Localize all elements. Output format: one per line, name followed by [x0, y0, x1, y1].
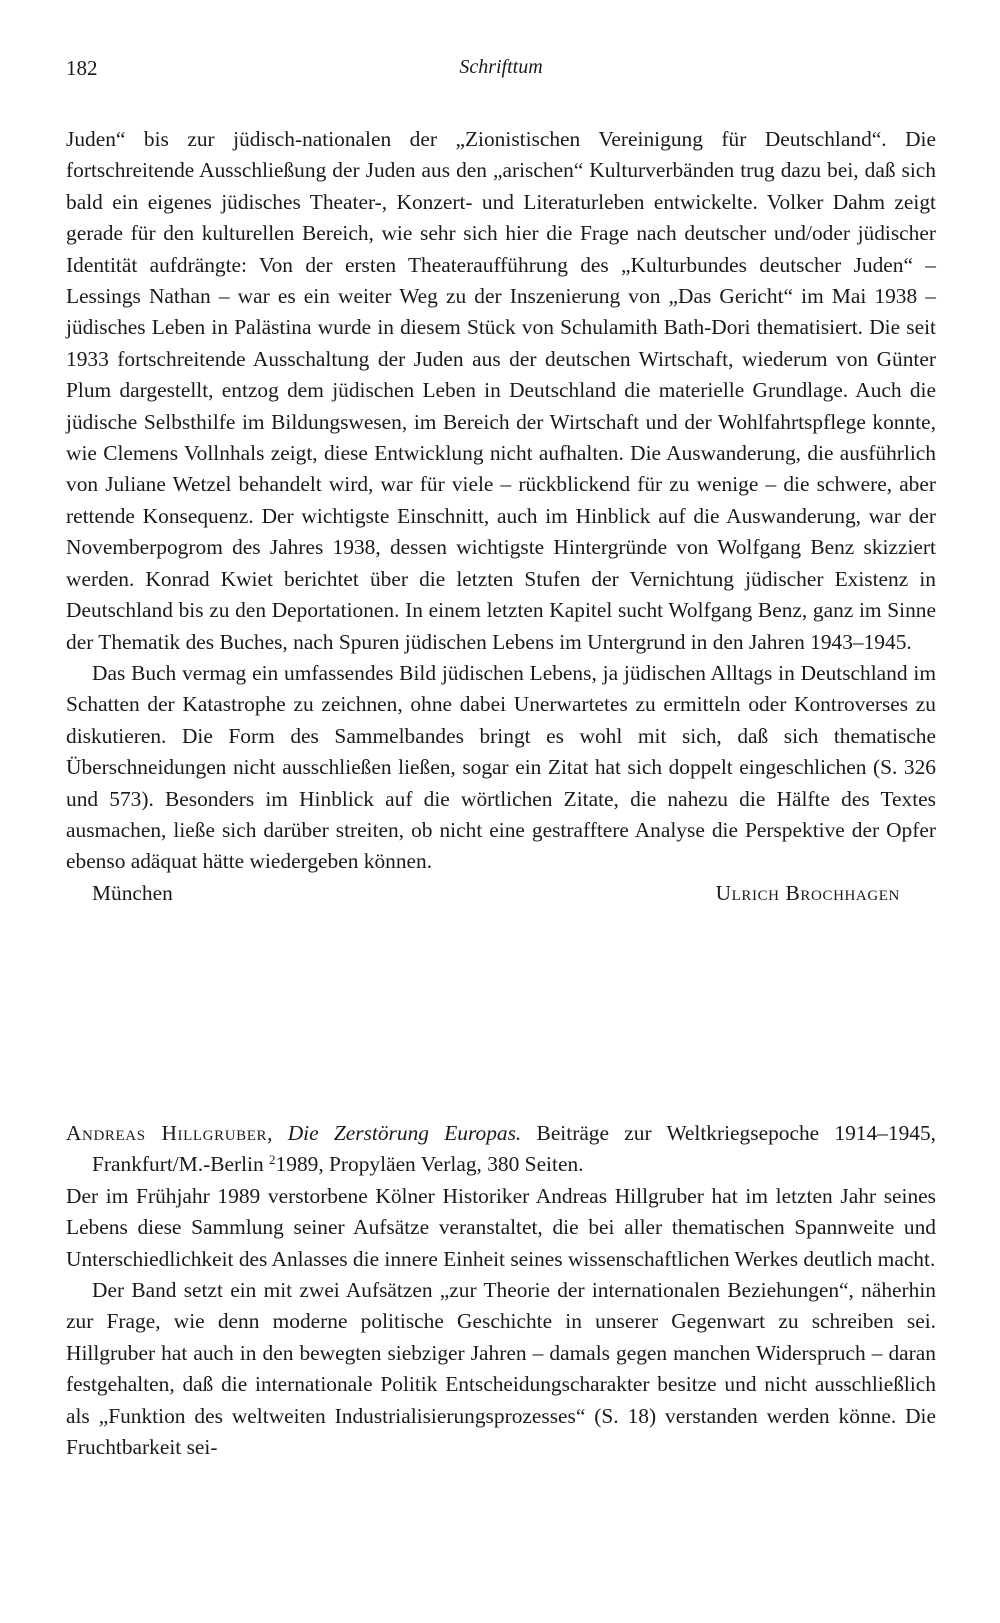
citation-publisher: 1989, Propyläen Verlag, 380 Seiten. [275, 1152, 584, 1177]
signature-author: Ulrich Brochhagen [715, 880, 900, 905]
review-paragraph: Der Band setzt ein mit zwei Aufsätzen „zur Theorie der internationalen Beziehungen“, näherhin zur Frage, wie denn moderne politische Geschichte in unserer Gegenwart zu schreiben sei. Hillgruber hat auch in den bewegten siebziger Jahren – damals gegen manchen Widerspruch – daran festgehalten, daß die internationale Politik Entscheidungscharakter besitze und nicht ausschließlich als „Funktion des weltweiten Industrialisierungsprozesses“ (S. 18) verstanden werden könne. Die Fruchtbarkeit sei- [66, 1278, 936, 1460]
citation-details: Beiträge zur Weltkriegsepoche 1914–1945, Frankfurt/M.-Berlin [92, 1121, 937, 1177]
review-signature [66, 878, 936, 909]
review-hillgruber [66, 1118, 936, 1463]
review-paragraph: Juden“ bis zur jüdisch-nationalen der „Zionistischen Vereinigung für Deutschland“. Die fortschreitende Ausschließung der Juden aus den „arischen“ Kulturverbänden trug dazu bei, daß sich bald ein eigenes jüdisches Theater-, Konzert- und Literaturleben entwickelte. Volker Dahm zeigt gerade für den kulturellen Bereich, wie sehr sich hier die Frage nach deutscher und/oder jüdischer Identität aufdrängte: Von der ersten Theateraufführung des „Kulturbundes deutscher Juden“ – Lessings Nathan – war es ein weiter Weg zu der Inszenierung von „Das Gericht“ im Mai 1938 – jüdisches Leben in Palästina wurde in diesem Stück von Schulamith Bath-Dori thematisiert. Die seit 1933 fortschreitende Ausschaltung der Juden aus der deutschen Wirtschaft, wiederum von Günter Plum dargestellt, entzog dem jüdischen Leben in Deutschland die materielle Grundlage. Auch die jüdische Selbsthilfe im Bildungswesen, im Bereich der Wirtschaft und der Wohlfahrtspflege konnte, wie Clemens Vollnhals zeigt, diese Entwicklung nicht aufhalten. Die Auswanderung, die ausführlich von Juliane Wetzel behandelt wird, war für viele – rückblickend für zu wenige – die schwere, aber rettende Konsequenz. Der wichtigste Einschnitt, auch im Hinblick auf die Auswanderung, war der Novemberpogrom des Jahres 1938, dessen wichtigste Hintergründe von Wolfgang Benz skizziert werden. Konrad Kwiet berichtet über die letzten Stufen der Vernichtung jüdischer Existenz in Deutschland bis zu den Deportationen. In einem letzten Kapitel sucht Wolfgang Benz, ganz im Sinne der Thematik des Buches, nach Spuren jüdischen Lebens im Untergrund in den Jahren 1943–1945. [66, 127, 936, 654]
book-citation: Andreas Hillgruber, Die Zerstörung Europas. Beiträge zur Weltkriegsepoche 1914–1945, Frankfurt/M.-Berlin $^2$1989, Propyläen Verlag, 380 Seiten. [66, 1121, 937, 1177]
review-paragraph: Das Buch vermag ein umfassendes Bild jüdischen Lebens, ja jüdischen Alltags in Deutschland im Schatten der Katastrophe zu zeichnen, ohne dabei Unerwartetes zu ermitteln oder Kontroverses zu diskutieren. Die Form des Sammelbandes bringt es wohl mit sich, daß sich thematische Überschneidungen nicht ausschließen ließen, sogar ein Zitat hat sich doppelt eingeschlichen (S. 326 und 573). Besonders im Hinblick auf die wörtlichen Zitate, die nahezu die Hälfte des Textes ausmachen, ließe sich darüber streiten, ob nicht eine gestrafftere Analyse die Perspektive der Opfer ebenso adäquat hätte wiedergeben können. [66, 660, 936, 874]
review-continued [66, 124, 936, 909]
review-paragraph: Der im Frühjahr 1989 verstorbene Kölner Historiker Andreas Hillgruber hat im letzten Jahr seines Lebens diese Sammlung seiner Aufsätze veranstaltet, die bei aller thematischen Spannweite und Unterschiedlichkeit des Anlasses die innere Einheit seines wissenschaftlichen Werkes deutlich macht. [66, 1183, 936, 1271]
page-header [66, 56, 936, 86]
citation-author: Andreas Hillgruber [66, 1121, 268, 1145]
running-title: Schrifttum [459, 56, 543, 78]
page-number: 182 [66, 56, 98, 80]
citation-title: Die Zerstörung Europas. [287, 1121, 522, 1145]
citation-edition: 2 [269, 1152, 276, 1168]
signature-place: München [92, 880, 173, 905]
